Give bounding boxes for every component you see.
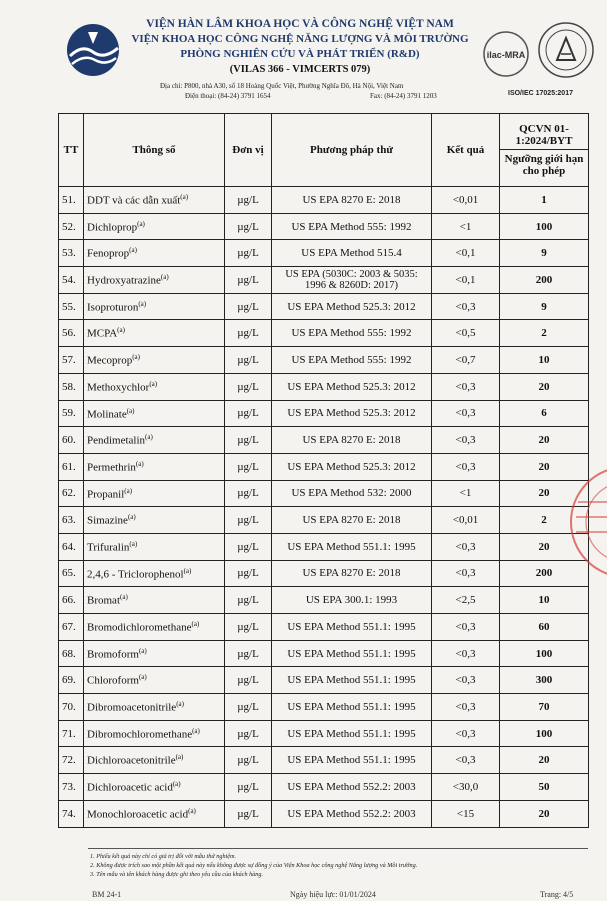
header-qcvn <box>500 114 589 187</box>
effective-date: Ngày hiệu lực: 01/01/2024 <box>290 890 376 899</box>
result-value: <0,1 <box>432 267 500 294</box>
table-row <box>59 667 589 694</box>
header-phone: Điện thoại: (84-24) 3791 1654 <box>185 92 271 100</box>
row-number: 66. <box>59 587 84 614</box>
table-row <box>59 774 589 801</box>
limit-value: 10 <box>500 587 589 614</box>
test-method: US EPA Method 552.2: 2003 <box>272 800 432 827</box>
parameter-name-text: Bromodichloromethane <box>87 621 192 634</box>
row-number: 64. <box>59 533 84 560</box>
test-method: US EPA Method 532: 2000 <box>272 480 432 507</box>
limit-value: 1 <box>500 187 589 214</box>
limit-value: 20 <box>500 373 589 400</box>
table-row <box>59 587 589 614</box>
row-number: 71. <box>59 720 84 747</box>
table-row <box>59 480 589 507</box>
limit-value: 300 <box>500 667 589 694</box>
result-value: <0,3 <box>432 667 500 694</box>
test-method: US EPA Method 555: 1992 <box>272 347 432 374</box>
unit: µg/L <box>225 267 272 294</box>
limit-value: 60 <box>500 614 589 641</box>
header-line-academy: VIỆN HÀN LÂM KHOA HỌC VÀ CÔNG NGHỆ VIỆT NAM <box>146 18 454 30</box>
row-number: 60. <box>59 427 84 454</box>
test-method: US EPA Method 551.1: 1995 <box>272 533 432 560</box>
limit-value: 50 <box>500 774 589 801</box>
row-number: 55. <box>59 293 84 320</box>
parameter-name <box>84 480 225 507</box>
accreditation-mark: (a) <box>160 273 169 282</box>
header-result: Kết quả <box>432 114 500 187</box>
limit-value: 20 <box>500 800 589 827</box>
accreditation-mark: (a) <box>126 406 135 415</box>
limit-value: 2 <box>500 320 589 347</box>
parameter-name <box>84 694 225 721</box>
header-line-institute: VIỆN KHOA HỌC CÔNG NGHỆ NĂNG LƯỢNG VÀ MÔI TRƯỜNG <box>131 33 469 45</box>
test-method: US EPA (5030C: 2003 & 5035: 1996 & 8260D: 2017) <box>272 267 432 294</box>
test-method: US EPA Method 551.1: 1995 <box>272 747 432 774</box>
test-method: US EPA Method 551.1: 1995 <box>272 720 432 747</box>
accreditation-mark: (a) <box>183 566 192 575</box>
limit-value: 20 <box>500 533 589 560</box>
header-limit: Ngưỡng giới hạn cho phép <box>500 149 588 177</box>
test-method: US EPA Method 551.1: 1995 <box>272 640 432 667</box>
result-value: <0,3 <box>432 640 500 667</box>
unit: µg/L <box>225 427 272 454</box>
row-number: 63. <box>59 507 84 534</box>
header-qcvn-code: QCVN 01-1:2024/BYT <box>515 123 573 147</box>
parameter-name-text: Mecoprop <box>87 354 133 367</box>
test-method: US EPA Method 551.1: 1995 <box>272 694 432 721</box>
result-value: <0,3 <box>432 373 500 400</box>
unit: µg/L <box>225 240 272 267</box>
parameter-name <box>84 667 225 694</box>
result-value: <0,3 <box>432 560 500 587</box>
unit: µg/L <box>225 453 272 480</box>
unit: µg/L <box>225 507 272 534</box>
table-row <box>59 453 589 480</box>
result-value: <0,3 <box>432 400 500 427</box>
result-value: <0,3 <box>432 427 500 454</box>
accreditation-mark: (a) <box>172 780 181 789</box>
unit: µg/L <box>225 720 272 747</box>
row-number: 68. <box>59 640 84 667</box>
parameter-name <box>84 187 225 214</box>
result-value: <0,01 <box>432 507 500 534</box>
result-value: <0,3 <box>432 453 500 480</box>
row-number: 59. <box>59 400 84 427</box>
limit-value: 6 <box>500 400 589 427</box>
row-number: 61. <box>59 453 84 480</box>
row-number: 69. <box>59 667 84 694</box>
row-number: 56. <box>59 320 84 347</box>
header-line-department: PHÒNG NGHIÊN CỨU VÀ PHÁT TRIỂN (R&D) <box>180 48 420 60</box>
parameter-name-text: Hydroxyatrazine <box>87 274 161 287</box>
footnote-1: 1. Phiếu kết quả này chỉ có giá trị đối với mẫu thử nghiệm. <box>90 853 237 860</box>
footnote-3: 3. Tên mẫu và tên khách hàng được ghi theo yêu cầu của khách hàng. <box>90 871 264 878</box>
row-number: 73. <box>59 774 84 801</box>
result-value: <0,3 <box>432 694 500 721</box>
row-number: 53. <box>59 240 84 267</box>
parameter-name <box>84 533 225 560</box>
result-value: <0,1 <box>432 240 500 267</box>
footnote-2: 2. Không được trích sao một phần kết quả này nếu không được sự đồng ý của Viện Khoa học công nghệ Năng lượng và Môi trường. <box>90 862 418 869</box>
row-number: 62. <box>59 480 84 507</box>
result-value: <1 <box>432 213 500 240</box>
parameter-name-text: Bromoform <box>87 648 139 661</box>
parameter-name <box>84 587 225 614</box>
accreditation-mark: (a) <box>129 539 138 548</box>
unit: µg/L <box>225 747 272 774</box>
unit: µg/L <box>225 293 272 320</box>
test-method: US EPA 8270 E: 2018 <box>272 560 432 587</box>
footer-divider <box>88 848 588 849</box>
parameter-name-text: Pendimetalin <box>87 434 146 447</box>
unit: µg/L <box>225 480 272 507</box>
accreditation-mark: (a) <box>191 620 200 629</box>
result-value: <0,3 <box>432 293 500 320</box>
accreditation-mark: (a) <box>138 646 147 655</box>
table-row <box>59 533 589 560</box>
parameter-name <box>84 614 225 641</box>
parameter-name <box>84 640 225 667</box>
row-number: 54. <box>59 267 84 294</box>
row-number: 57. <box>59 347 84 374</box>
accreditation-mark: (a) <box>127 513 136 522</box>
limit-value: 20 <box>500 747 589 774</box>
result-value: <0,7 <box>432 347 500 374</box>
header-line-accreditation: (VILAS 366 - VIMCERTS 079) <box>229 64 371 75</box>
accreditation-mark: (a) <box>120 593 128 602</box>
table-row <box>59 720 589 747</box>
header-unit: Đơn vị <box>225 114 272 187</box>
parameter-name <box>84 267 225 294</box>
unit: µg/L <box>225 587 272 614</box>
ilac-mra-logo-icon <box>482 30 530 78</box>
footnotes <box>90 852 417 879</box>
table-row <box>59 694 589 721</box>
unit: µg/L <box>225 187 272 214</box>
parameter-name <box>84 347 225 374</box>
limit-value: 10 <box>500 347 589 374</box>
limit-value: 70 <box>500 694 589 721</box>
accreditation-mark: (a) <box>124 486 133 495</box>
row-number: 67. <box>59 614 84 641</box>
table-row <box>59 614 589 641</box>
test-method: US EPA Method 551.1: 1995 <box>272 667 432 694</box>
row-number: 74. <box>59 800 84 827</box>
parameter-name <box>84 453 225 480</box>
table-row <box>59 347 589 374</box>
accreditation-mark: (a) <box>192 726 200 735</box>
unit: µg/L <box>225 400 272 427</box>
parameter-name-text: Dichloroacetic acid <box>87 781 173 794</box>
parameter-name-text: Monochloroacetic acid <box>87 808 189 821</box>
accreditation-mark: (a) <box>137 219 145 228</box>
result-value: <0,3 <box>432 747 500 774</box>
header-tt: TT <box>59 114 84 187</box>
parameter-name <box>84 560 225 587</box>
table-row <box>59 293 589 320</box>
parameter-name-text: Bromat <box>87 594 120 607</box>
parameter-name-text: Isoproturon <box>87 301 139 314</box>
limit-value: 9 <box>500 240 589 267</box>
limit-value: 100 <box>500 720 589 747</box>
row-number: 51. <box>59 187 84 214</box>
parameter-name-text: MCPA <box>87 328 118 341</box>
unit: µg/L <box>225 533 272 560</box>
accreditation-mark: (a) <box>180 193 189 202</box>
accreditation-mark: (a) <box>138 299 147 308</box>
test-method: US EPA 8270 E: 2018 <box>272 427 432 454</box>
parameter-name-text: Dichloroacetonitrile <box>87 755 176 768</box>
table-row <box>59 640 589 667</box>
unit: µg/L <box>225 347 272 374</box>
result-value: <0,3 <box>432 533 500 560</box>
limit-value: 20 <box>500 427 589 454</box>
parameter-name-text: DDT và các dẫn xuất <box>87 194 181 207</box>
table-row <box>59 267 589 294</box>
limit-value: 2 <box>500 507 589 534</box>
parameter-name-text: Permethrin <box>87 461 136 474</box>
document-header <box>0 0 607 120</box>
accreditation-mark: (a) <box>188 806 196 815</box>
accreditation-mark: (a) <box>135 459 144 468</box>
test-method: US EPA Method 515.4 <box>272 240 432 267</box>
parameter-name-text: Dibromoacetonitrile <box>87 701 177 714</box>
parameter-name <box>84 400 225 427</box>
accreditation-mark: (a) <box>117 326 125 335</box>
table-row <box>59 400 589 427</box>
iso-standard-label: ISO/IEC 17025:2017 <box>508 90 573 97</box>
test-method: US EPA 8270 E: 2018 <box>272 187 432 214</box>
parameter-name-text: Dichloprop <box>87 221 138 234</box>
limit-value: 20 <box>500 453 589 480</box>
parameter-name <box>84 320 225 347</box>
result-value: <2,5 <box>432 587 500 614</box>
limit-value: 9 <box>500 293 589 320</box>
accreditation-mark: (a) <box>176 700 184 709</box>
unit: µg/L <box>225 614 272 641</box>
table-row <box>59 213 589 240</box>
test-method: US EPA Method 525.3: 2012 <box>272 400 432 427</box>
test-method: US EPA 300.1: 1993 <box>272 587 432 614</box>
parameter-name <box>84 720 225 747</box>
parameter-name <box>84 293 225 320</box>
result-value: <0,3 <box>432 614 500 641</box>
header-parameter: Thông số <box>84 114 225 187</box>
row-number: 65. <box>59 560 84 587</box>
accreditation-mark: (a) <box>132 353 140 362</box>
table-row <box>59 240 589 267</box>
parameter-name <box>84 747 225 774</box>
unit: µg/L <box>225 774 272 801</box>
accreditation-mark: (a) <box>129 246 137 255</box>
limit-value: 20 <box>500 480 589 507</box>
result-value: <0,5 <box>432 320 500 347</box>
row-number: 58. <box>59 373 84 400</box>
parameter-name-text: Chloroform <box>87 675 139 688</box>
table-row <box>59 560 589 587</box>
bureau-of-accreditation-logo-icon <box>537 20 595 80</box>
row-number: 52. <box>59 213 84 240</box>
page-number: Trang: 4/5 <box>540 890 574 899</box>
test-method: US EPA Method 555: 1992 <box>272 320 432 347</box>
parameter-name <box>84 213 225 240</box>
row-number: 70. <box>59 694 84 721</box>
red-seal-stamp-icon <box>568 462 607 582</box>
table-row <box>59 427 589 454</box>
parameter-name-text: Propanil <box>87 488 125 501</box>
header-address: Địa chỉ: P800, nhà A30, số 18 Hoàng Quốc Việt, Phường Nghĩa Đô, Hà Nội, Việt Nam <box>160 82 404 90</box>
test-method: US EPA Method 551.1: 1995 <box>272 614 432 641</box>
table-row <box>59 800 589 827</box>
accreditation-mark: (a) <box>149 379 158 388</box>
table-row <box>59 373 589 400</box>
parameter-name-text: Simazine <box>87 514 128 527</box>
test-method: US EPA Method 552.2: 2003 <box>272 774 432 801</box>
unit: µg/L <box>225 213 272 240</box>
table-row <box>59 507 589 534</box>
unit: µg/L <box>225 320 272 347</box>
parameter-name <box>84 774 225 801</box>
ilac-label: ilac-MRA <box>486 50 526 60</box>
parameter-name <box>84 373 225 400</box>
unit: µg/L <box>225 667 272 694</box>
unit: µg/L <box>225 373 272 400</box>
result-value: <15 <box>432 800 500 827</box>
parameter-name-text: Dibromochloromethane <box>87 728 193 741</box>
unit: µg/L <box>225 800 272 827</box>
row-number: 72. <box>59 747 84 774</box>
form-code: BM 24-1 <box>92 890 122 899</box>
accreditation-mark: (a) <box>138 673 147 682</box>
result-value: <30,0 <box>432 774 500 801</box>
test-method: US EPA Method 555: 1992 <box>272 213 432 240</box>
table-header-row <box>59 114 589 187</box>
unit: µg/L <box>225 640 272 667</box>
test-method: US EPA Method 525.3: 2012 <box>272 373 432 400</box>
parameter-name <box>84 507 225 534</box>
accreditation-mark: (a) <box>145 433 153 442</box>
test-method: US EPA Method 525.3: 2012 <box>272 453 432 480</box>
result-value: <0,01 <box>432 187 500 214</box>
test-method: US EPA 8270 E: 2018 <box>272 507 432 534</box>
limit-value: 100 <box>500 640 589 667</box>
table-row <box>59 187 589 214</box>
result-value: <1 <box>432 480 500 507</box>
limit-value: 200 <box>500 560 589 587</box>
limit-value: 100 <box>500 213 589 240</box>
parameter-name-text: Trifuralin <box>87 541 130 554</box>
unit: µg/L <box>225 560 272 587</box>
table-row <box>59 747 589 774</box>
test-method: US EPA Method 525.3: 2012 <box>272 293 432 320</box>
header-method: Phương pháp thử <box>272 114 432 187</box>
result-value: <0,3 <box>432 720 500 747</box>
parameter-name-text: 2,4,6 - Triclorophenol <box>87 568 184 581</box>
limit-value: 200 <box>500 267 589 294</box>
table-row <box>59 320 589 347</box>
unit: µg/L <box>225 694 272 721</box>
parameter-name-text: Molinate <box>87 408 127 421</box>
header-fax: Fax: (84-24) 3791 1203 <box>370 92 437 100</box>
parameter-name-text: Methoxychlor <box>87 381 150 394</box>
institute-logo-icon <box>62 22 124 78</box>
accreditation-mark: (a) <box>175 753 184 762</box>
test-results-table <box>58 113 589 828</box>
parameter-name <box>84 800 225 827</box>
parameter-name <box>84 427 225 454</box>
parameter-name <box>84 240 225 267</box>
parameter-name-text: Fenoprop <box>87 248 130 261</box>
